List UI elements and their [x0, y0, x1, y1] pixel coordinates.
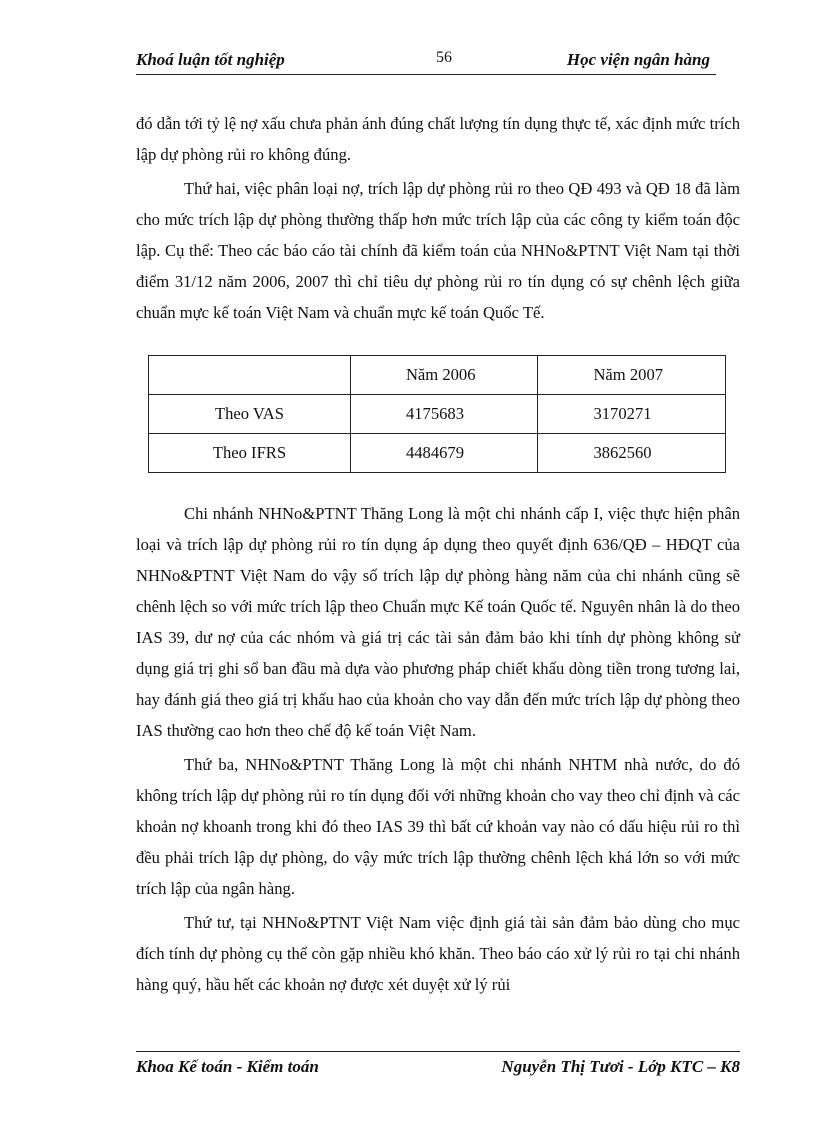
paragraph-third-point: Thứ ba, NHNo&PTNT Thăng Long là một chi nhánh NHTM nhà nước, do đó không trích lập dự phòng rủi ro tín dụng đối với những khoản cho vay theo chỉ định và các khoản nợ khoanh trong khi đó theo IAS 39 thì bất cứ khoản vay nào có dấu hiệu rủi ro thì đều phải trích lập dự phòng, do vậy mức trích lập thường chênh lệch khá lớn so với mức trích lập của ngân hàng. — [136, 755, 740, 898]
table-header-cell: Năm 2006 — [350, 356, 538, 395]
page-header — [136, 48, 716, 75]
table-cell: Theo IFRS — [149, 434, 351, 473]
table-header-cell — [149, 356, 351, 395]
page-footer — [136, 1051, 740, 1082]
table-cell: 4484679 — [350, 434, 538, 473]
footer-faculty: Khoa Kế toán - Kiểm toán — [136, 1057, 319, 1076]
footer-author: Nguyễn Thị Tươi - Lớp KTC – K8 — [501, 1057, 740, 1076]
table-header-cell: Năm 2007 — [538, 356, 726, 395]
table-cell: 4175683 — [350, 395, 538, 434]
table-cell: 3170271 — [538, 395, 726, 434]
paragraph-second-point: Thứ hai, việc phân loại nợ, trích lập dự phòng rủi ro theo QĐ 493 và QĐ 18 đã làm cho mức trích lập dự phòng thường thấp hơn mức trích lập của các công ty kiểm toán độc lập. Cụ thể: Theo các báo cáo tài chính đã kiểm toán của NHNo&PTNT Việt Nam tại thời điểm 31/12 năm 2006, 2007 thì chỉ tiêu dự phòng rủi ro tín dụng có sự chênh lệch giữa chuẩn mực kế toán Việt Nam và chuẩn mực kế toán Quốc Tế. — [136, 179, 740, 322]
table-cell: Theo VAS — [149, 395, 351, 434]
header-institution: Học viện ngân hàng — [566, 50, 710, 69]
body-text-top — [136, 108, 740, 331]
paragraph-branch: Chi nhánh NHNo&PTNT Thăng Long là một chi nhánh cấp I, việc thực hiện phân loại và trích lập dự phòng rủi ro tín dụng áp dụng theo quyết định 636/QĐ – HĐQT của NHNo&PTNT Việt Nam do vậy số trích lập dự phòng hàng năm của chi nhánh cũng sẽ chênh lệch so với mức trích lập theo Chuẩn mực Kế toán Quốc tế. Nguyên nhân là do theo IAS 39, dư nợ của các nhóm và giá trị các tài sản đảm bảo khi tính dự phòng không sử dụng giá trị ghi sổ ban đầu mà dựa vào phương pháp chiết khấu dòng tiền trong tương lai, hay đánh giá theo giá trị khấu hao của khoản cho vay dẫn đến mức trích lập dự phòng theo IAS thường cao hơn theo chế độ kế toán Việt Nam. — [136, 504, 740, 740]
body-text-bottom — [136, 498, 740, 1003]
table-row — [149, 434, 726, 473]
table-cell: 3862560 — [538, 434, 726, 473]
table-row — [149, 395, 726, 434]
page-number: 56 — [436, 49, 452, 66]
provision-comparison-table — [148, 355, 726, 473]
paragraph-continuation: đó dẫn tới tỷ lệ nợ xấu chưa phản ánh đúng chất lượng tín dụng thực tế, xác định mức trích lập dự phòng rủi ro không đúng. — [136, 114, 740, 164]
paragraph-fourth-point: Thứ tư, tại NHNo&PTNT Việt Nam việc định giá tài sản đảm bảo dùng cho mục đích tính dự phòng cụ thể còn gặp nhiều khó khăn. Theo báo cáo xử lý rủi ro tại chi nhánh hàng quý, hầu hết các khoản nợ được xét duyệt xử lý rủi — [136, 913, 740, 994]
header-thesis-title: Khoá luận tốt nghiệp — [136, 50, 285, 69]
table-header-row — [149, 356, 726, 395]
